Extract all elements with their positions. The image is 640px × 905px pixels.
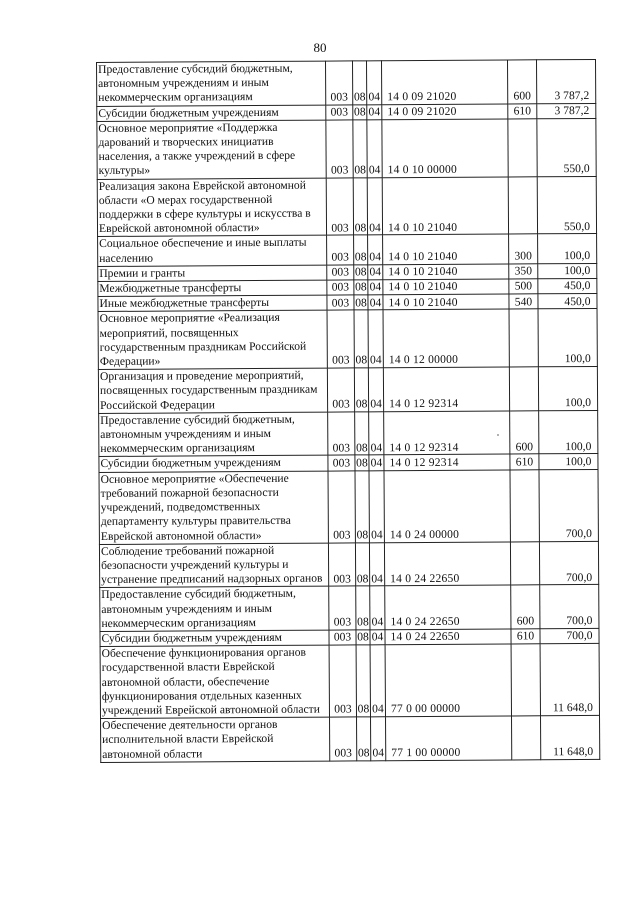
amount-value: 100,0 <box>539 410 598 454</box>
ministry-code: 003 <box>327 368 354 412</box>
target-article-code: 77 1 00 00000 <box>386 716 512 760</box>
ministry-code: 003 <box>328 543 355 587</box>
target-article-code: 14 0 10 21040 <box>383 264 509 280</box>
target-article-code: 14 0 24 22650 <box>384 542 510 586</box>
subsection-code: 04 <box>368 235 383 264</box>
subsection-code: 04 <box>367 177 382 235</box>
section-code: 08 <box>352 61 366 105</box>
line-item-name: Субсидии бюджетным учреждениям <box>99 456 328 473</box>
amount-value: 11 648,0 <box>541 716 600 760</box>
ministry-code: 003 <box>330 717 357 761</box>
ministry-code: 003 <box>327 295 354 310</box>
ministry-code: 003 <box>325 61 352 105</box>
expense-type-code <box>510 542 539 586</box>
expense-type-code: 500 <box>509 279 538 294</box>
subsection-code: 04 <box>371 630 384 644</box>
line-item-name: Предоставление субсидий бюджетным, автономным учреждениям и иным некоммерческим организациям <box>99 412 328 457</box>
target-article-code: 14 0 12 92314 <box>384 454 510 470</box>
subsection-code: 04 <box>369 280 382 294</box>
target-article-code: 14 0 10 21040 <box>383 279 509 295</box>
expense-type-code <box>509 367 538 411</box>
target-article-code: 77 0 00 00000 <box>385 644 511 717</box>
table-row <box>98 367 597 414</box>
ministry-code: 003 <box>327 265 354 280</box>
section-code: 08 <box>354 368 368 412</box>
expense-type-code: 350 <box>509 264 538 279</box>
table-row <box>97 59 596 106</box>
target-article-code: 14 0 10 21040 <box>383 294 509 310</box>
section-code: 08 <box>353 105 366 119</box>
ministry-code: 003 <box>327 280 354 295</box>
expense-type-code: 540 <box>509 294 538 309</box>
subsection-code: 04 <box>369 295 382 309</box>
section-code: 08 <box>357 717 371 761</box>
expense-type-code: 600 <box>510 411 539 455</box>
ministry-code: 003 <box>328 471 355 543</box>
line-item-name: Межбюджетные трансферты <box>98 280 327 297</box>
section-code: 08 <box>356 645 370 717</box>
ministry-code: 003 <box>328 412 355 456</box>
section-code: 08 <box>355 412 369 456</box>
subsection-code: 04 <box>368 105 381 119</box>
ministry-code: 003 <box>328 455 355 470</box>
line-item-name: Предоставление субсидий бюджетным, автономным учреждениям и иным некоммерческим организациям <box>97 61 326 106</box>
section-code: 08 <box>354 265 367 279</box>
expense-type-code <box>509 309 538 367</box>
expense-type-code: 600 <box>511 585 540 629</box>
expense-type-code: 610 <box>510 454 539 469</box>
line-item-name: Обеспечение функционирования органов государственной власти Еврейской автономной области, обеспечение функционирования отдельных казенных учреждений Еврейской автономной области <box>100 645 329 718</box>
amount-value: 700,0 <box>540 585 599 629</box>
subsection-code: 04 <box>371 717 386 761</box>
amount-value: 3 787,2 <box>537 103 596 119</box>
target-article-code: 14 0 10 21040 <box>382 177 508 236</box>
ministry-code: 003 <box>326 120 353 178</box>
amount-value: 11 648,0 <box>540 644 599 716</box>
subsection-code: 04 <box>370 456 383 470</box>
line-item-name: Социальное обеспечение и иные выплаты населению <box>98 236 327 267</box>
amount-value: 100,0 <box>538 309 597 367</box>
line-item-name: Обеспечение деятельности органов исполнительной власти Еврейской автономной области <box>101 717 330 762</box>
amount-value: 700,0 <box>540 628 599 644</box>
target-article-code: 14 0 12 00000 <box>383 309 509 368</box>
table-row <box>98 234 597 266</box>
table-row <box>99 469 598 544</box>
target-article-code: 14 0 12 92314 <box>384 411 510 455</box>
subsection-code: 04 <box>369 470 384 542</box>
section-code: 08 <box>354 310 368 368</box>
expense-type-code: 600 <box>507 60 536 104</box>
table-body <box>97 59 600 762</box>
expense-type-code <box>511 644 540 716</box>
expense-type-code: 610 <box>508 103 537 118</box>
section-code: 08 <box>357 630 369 644</box>
line-item-name: Субсидии бюджетным учреждениям <box>100 630 329 647</box>
subsection-code: 04 <box>369 542 384 586</box>
line-item-name: Предоставление субсидий бюджетным, автономным учреждениям и иным некоммерческим организациям <box>100 586 329 631</box>
amount-value: 550,0 <box>537 118 596 176</box>
section-code: 08 <box>356 456 368 470</box>
section-code: 08 <box>354 235 368 264</box>
amount-value: 100,0 <box>538 263 597 279</box>
table-row <box>97 118 596 179</box>
subsection-code: 04 <box>369 412 384 456</box>
table-row <box>100 585 599 632</box>
ministry-code: 003 <box>326 105 353 120</box>
section-code: 08 <box>353 120 367 178</box>
subsection-code: 04 <box>368 310 383 368</box>
target-article-code: 14 0 09 21020 <box>382 104 508 120</box>
line-item-name: Соблюдение требований пожарной безопасности учреждений культуры и устранение предписаний надзорных органов <box>99 543 328 588</box>
target-article-code: 14 0 24 22650 <box>385 585 511 629</box>
target-article-code: 14 0 24 00000 <box>384 470 510 543</box>
line-item-name: Иные межбюджетные трансферты <box>98 295 327 312</box>
amount-value: 100,0 <box>538 234 597 264</box>
amount-value: 700,0 <box>539 469 598 541</box>
amount-value: 450,0 <box>538 278 597 294</box>
target-article-code: 14 0 09 21020 <box>381 60 507 104</box>
ministry-code: 003 <box>327 235 354 265</box>
page-number: 80 <box>313 40 327 55</box>
line-item-name: Премии и гранты <box>98 265 327 282</box>
subsection-code: 04 <box>368 368 383 412</box>
line-item-name: Основное мероприятие «Обеспечение требований пожарной безопасности учреждений, подведомственных департаменту культуры правительства Еврейской автономной области» <box>99 471 328 544</box>
line-item-name: Основное мероприятие «Поддержка дарований и творческих инициатив населения, а также учреждений в сфере культуры» <box>97 120 326 179</box>
expense-type-code <box>510 469 539 541</box>
ministry-code: 003 <box>329 645 356 717</box>
target-article-code: 14 0 10 21040 <box>383 234 509 264</box>
subsection-code: 04 <box>370 586 385 630</box>
amount-value: 3 787,2 <box>536 59 595 103</box>
line-item-name: Субсидии бюджетным учреждениям <box>97 105 326 122</box>
line-item-name: Организация и проведение мероприятий, посвященных государственным праздникам Российской Федерации <box>98 368 327 413</box>
ministry-code: 003 <box>329 586 356 630</box>
target-article-code: 14 0 24 22650 <box>385 629 511 645</box>
target-article-code: 14 0 12 92314 <box>383 367 509 411</box>
table-row <box>99 410 598 457</box>
ministry-code: 003 <box>329 630 356 645</box>
table-row <box>98 309 597 370</box>
table-row <box>100 644 599 719</box>
amount-value: 700,0 <box>539 541 598 585</box>
table-row <box>99 541 598 588</box>
expense-type-code <box>508 176 537 234</box>
expense-type-code <box>512 716 541 760</box>
section-code: 08 <box>355 296 367 310</box>
section-code: 08 <box>355 280 367 294</box>
section-code: 08 <box>355 543 369 587</box>
line-item-name: Основное мероприятие «Реализация мероприятий, посвященных государственным праздникам Российской Федерации» <box>98 311 327 370</box>
ministry-code: 003 <box>327 310 354 368</box>
expense-type-code: 300 <box>509 234 538 264</box>
amount-value: 550,0 <box>537 176 596 234</box>
expense-type-code <box>508 119 537 177</box>
ministry-code: 003 <box>326 178 353 236</box>
subsection-code: 04 <box>369 265 382 279</box>
subsection-code: 04 <box>370 645 385 717</box>
section-code: 08 <box>355 471 369 543</box>
target-article-code: 14 0 10 00000 <box>382 119 508 178</box>
amount-value: 450,0 <box>538 294 597 310</box>
budget-table <box>96 59 600 763</box>
subsection-code: 04 <box>366 61 381 105</box>
table-row <box>101 716 600 763</box>
section-code: 08 <box>356 586 370 630</box>
expense-type-code: 610 <box>511 629 540 644</box>
scan-speck <box>497 434 499 436</box>
table-row <box>97 176 596 237</box>
amount-value: 100,0 <box>538 367 597 411</box>
subsection-code: 04 <box>367 120 382 178</box>
section-code: 08 <box>353 177 367 235</box>
line-item-name: Реализация закона Еврейской автономной области «О мерах государственной поддержки в сфере культуры и искусства в Еврейской автономной области» <box>97 178 326 237</box>
amount-value: 100,0 <box>539 454 598 470</box>
